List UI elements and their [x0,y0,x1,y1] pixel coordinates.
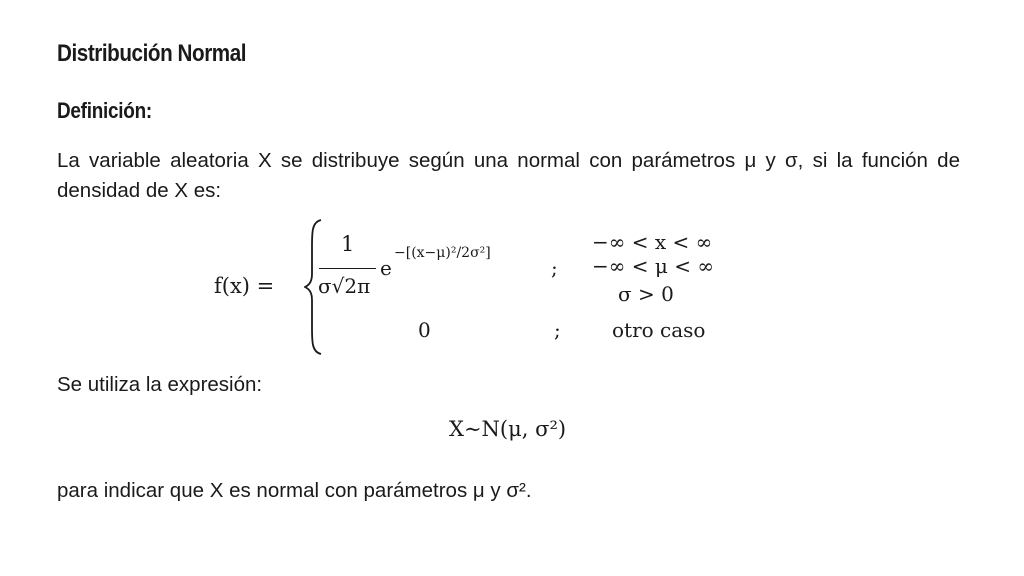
case-separator-1: ; [551,256,558,280]
condition-mu-range: −∞ < μ < ∞ [592,254,715,278]
fraction-bar [319,268,376,269]
otherwise-label: otro caso [612,318,706,342]
condition-x-range: −∞ < x < ∞ [592,230,713,254]
closing-paragraph: para indicar que X es normal con parámetros μ y σ². [57,479,532,502]
page-title: Distribución Normal [57,40,247,67]
otherwise-value: 0 [418,318,431,342]
definition-paragraph: La variable aleatoria X se distribuye según una normal con parámetros μ y σ, si la función de densidad de X es: [57,149,960,202]
exponential-base: e [380,256,392,280]
formula-lhs: f(x) = [214,274,275,298]
definition-heading: Definición: [57,98,152,123]
case-separator-2: ; [554,318,561,342]
fraction-numerator: 1 [341,232,355,256]
notation-expression: X∼N(μ, σ²) [449,417,567,441]
exponent: −[(x−μ)²/2σ²] [394,245,491,261]
condition-sigma-positive: σ > 0 [618,282,674,306]
notation-intro: Se utiliza la expresión: [57,373,263,396]
fraction-denominator: σ√2π [318,274,371,298]
